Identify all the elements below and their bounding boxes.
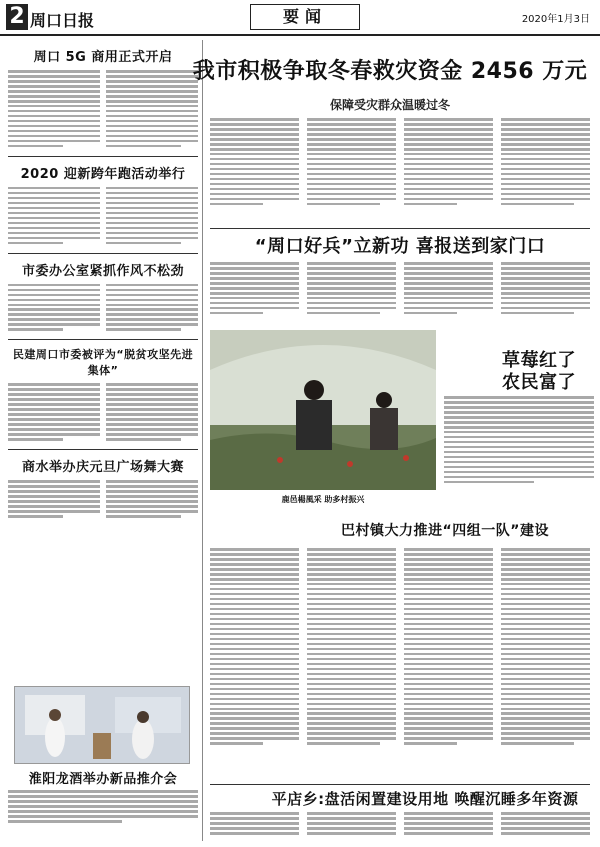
headline-new-year-run: 2020 迎新跨年跑活动举行	[20, 166, 186, 182]
headline-good-soldier: “周口好兵”立新功 喜报送到家门口	[254, 236, 546, 257]
headline-strawberry-line1: 草莓红了	[502, 350, 576, 371]
headline-liquor-launch: 淮阳龙酒举办新品推介会	[28, 772, 178, 787]
separator	[8, 156, 198, 157]
separator	[8, 449, 198, 450]
section-label: 要闻	[250, 4, 360, 30]
subheadline-disaster-relief: 保障受灾群众温暖过冬	[329, 98, 450, 112]
headline-strawberry	[484, 350, 594, 394]
headline-square-dance: 商水举办庆元旦广场舞大赛	[21, 460, 184, 476]
article-5g-body	[8, 70, 198, 150]
photo-caption: 鹿邑楊風采 助多村振兴	[281, 495, 365, 504]
separator	[8, 339, 198, 340]
separator	[210, 228, 590, 229]
headline-strawberry-line2: 农民富了	[502, 372, 576, 393]
article-liquor-body	[8, 790, 198, 842]
article-award-body	[8, 383, 198, 443]
article-dance-body	[8, 480, 198, 520]
promo-photo-image	[15, 687, 190, 764]
liquor-promo-photo	[14, 686, 190, 764]
strawberry-greenhouse-photo	[210, 330, 436, 490]
article-disaster-relief-body	[210, 118, 590, 218]
paper-name: 周口日报	[30, 11, 95, 30]
masthead	[0, 0, 600, 36]
headline-5g: 周口 5G 商用正式开启	[33, 50, 173, 65]
greenhouse-photo-image	[210, 330, 436, 490]
article-office-body	[8, 284, 198, 334]
article-idle-land-body	[210, 812, 590, 842]
page-number: 2	[6, 4, 28, 30]
headline-disaster-relief: 我市积极争取冬春救灾资金 2456 万元	[192, 59, 588, 84]
issue-date: 2020年1月3日	[521, 14, 590, 25]
article-good-soldier-body	[210, 262, 590, 322]
article-strawberry-body	[444, 396, 594, 490]
column-divider	[202, 40, 203, 841]
separator	[8, 253, 198, 254]
headline-poverty-award: 民建周口市委被评为“脱贫攻坚先进集体”	[12, 348, 194, 378]
headline-village-four-groups: 巴村镇大力推进“四组一队”建设	[341, 523, 549, 539]
separator	[210, 784, 590, 785]
headline-party-office: 市委办公室紧抓作风不松劲	[21, 263, 184, 279]
article-village-four-groups-body	[210, 548, 590, 668]
article-run-body	[8, 187, 198, 247]
headline-idle-land: 平店乡:盘活闲置建设用地 唤醒沉睡多年资源	[271, 790, 579, 808]
left-column	[8, 40, 198, 520]
